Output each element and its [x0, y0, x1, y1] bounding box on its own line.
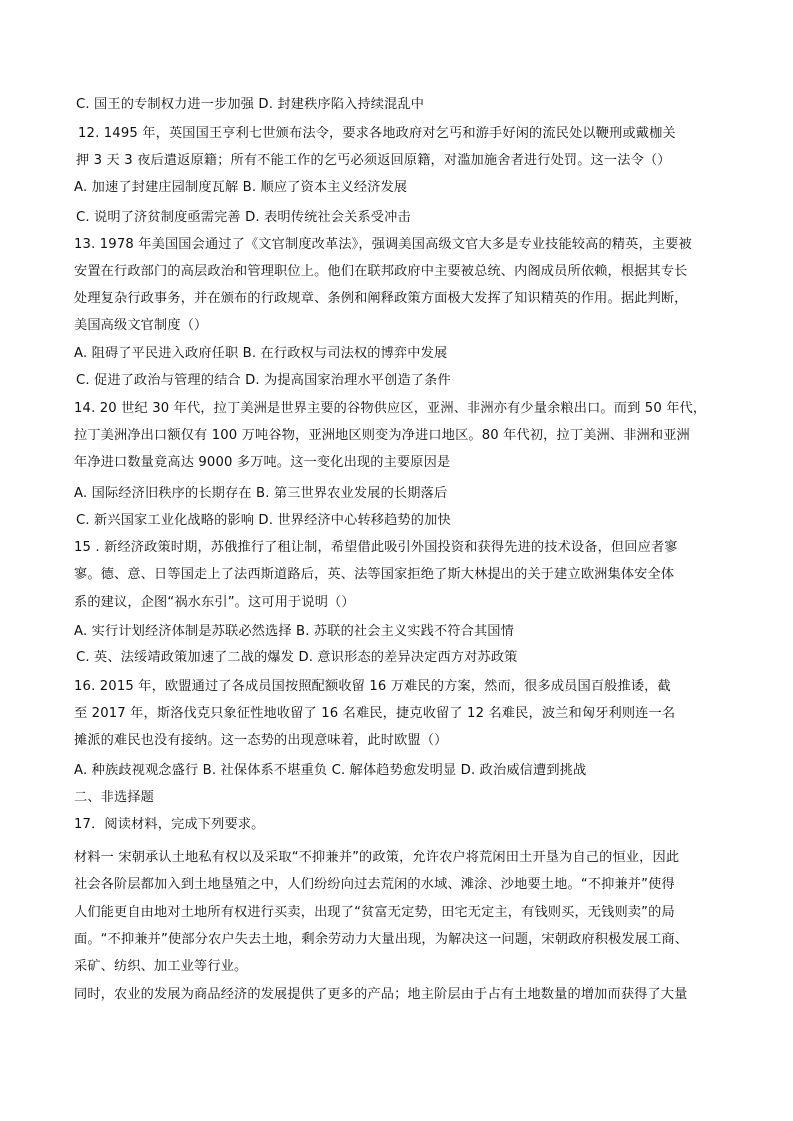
material-text: 同时，农业的发展为商品经济的发展提供了更多的产品；地主阶层由于占有土地数量的增加而获得了大量: [74, 987, 688, 1002]
question-16-text: 摊派的难民也没有接纳。这一态势的出现意味着，此时欧盟（）: [74, 733, 448, 748]
question-17-prompt: 17．阅读材料，完成下列要求。: [74, 817, 265, 832]
question-15-text: 寥。德、意、日等国走上了法西斯道路后，英、法等国家拒绝了斯大林提出的关于建立欧洲集体安全体: [74, 567, 675, 582]
question-14-text: 14. 20 世纪 30 年代，拉丁美洲是世界主要的谷物供应区，亚洲、非洲亦有少量余粮出口。而到 50 年代，: [74, 401, 707, 416]
question-13-text: 安置在行政部门的高层政治和管理职位上。他们在联邦政府中主要被总统、内阁成员所依赖，根据其专长: [74, 264, 688, 279]
material-text: 人们能更自由地对土地所有权进行买卖，出现了“贫富无定势，田宅无定主，有钱则买，无钱则卖”的局: [74, 905, 675, 920]
option-line-a-b: A. 加速了封建庄园制度瓦解 B. 顺应了资本主义经济发展: [74, 180, 408, 195]
material-text: 材料一 宋朝承认土地私有权以及采取“不抑兼并”的政策，允许农户将荒闲田土开垦为自己的恒业，因此: [74, 850, 680, 865]
question-13-text: 美国高级文官制度（）: [74, 318, 208, 333]
question-13-text: 处理复杂行政事务，并在颁布的行政规章、条例和阐释政策方面极大发挥了知识精英的作用。据此判断，: [74, 291, 688, 306]
material-text: 采矿、纺织、加工业等行业。: [74, 959, 248, 974]
question-12-text: 押 3 天 3 夜后遣返原籍；所有不能工作的乞丐必须返回原籍，对滥加施舍者进行处罚。这一法令（）: [76, 153, 671, 168]
option-line-a-b: A. 国际经济旧秩序的长期存在 B. 第三世界农业发展的长期落后: [74, 486, 448, 501]
material-text: 社会各阶层都加入到土地垦殖之中，人们纷纷向过去荒闲的水域、滩涂、沙地要土地。“不抑兼并”使得: [74, 877, 675, 892]
section-heading: 二、非选择题: [74, 790, 155, 805]
question-16-text: 16. 2015 年，欧盟通过了各成员国按照配额收留 16 万难民的方案，然而，很多成员国百般推诿，截: [74, 679, 671, 694]
option-line-c-d: C. 说明了济贫制度亟需完善 D. 表明传统社会关系受冲击: [76, 210, 411, 225]
material-text: 面。“不抑兼并”使部分农户失去土地，剩余劳动力大量出现，为解决这一问题，宋朝政府积极发展工商、: [74, 932, 689, 947]
option-line-a-d: A. 种族歧视观念盛行 B. 社保体系不堪重负 C. 解体趋势愈发明显 D. 政治威信遭到挑战: [74, 763, 587, 778]
option-line-a-b: A. 阻碍了平民进入政府任职 B. 在行政权与司法权的博弈中发展: [74, 346, 448, 361]
option-line-c-d: C. 国王的专制权力进一步加强 D. 封建秩序陷入持续混乱中: [76, 97, 425, 112]
question-14-text: 拉丁美洲净出口额仅有 100 万吨谷物，亚洲地区则变为净进口地区。80 年代初，拉丁美洲、非洲和亚洲: [74, 428, 690, 443]
option-line-c-d: C. 新兴国家工业化战略的影响 D. 世界经济中心转移趋势的加快: [76, 513, 451, 528]
question-15-text: 15 . 新经济政策时期，苏俄推行了租让制，希望借此吸引外国投资和获得先进的技术设备，但回应者寥: [74, 540, 678, 555]
option-line-c-d: C. 英、法绥靖政策加速了二战的爆发 D. 意识形态的差异决定西方对苏政策: [76, 650, 518, 665]
option-line-a-b: A. 实行计划经济体制是苏联必然选择 B. 苏联的社会主义实践不符合其国情: [74, 624, 514, 639]
question-15-text: 系的建议，企图“祸水东引”。这可用于说明（）: [74, 595, 355, 610]
question-13-text: 13. 1978 年美国国会通过了《文官制度改革法》，强调美国高级文官大多是专业技能较高的精英，主要被: [74, 237, 692, 252]
question-14-text: 年净进口数量竟高达 9000 多万吨。这一变化出现的主要原因是: [74, 455, 451, 470]
question-12-text: 12. 1495 年，英国国王亨利七世颁布法令，要求各地政府对乞丐和游手好闲的流民处以鞭刑或戴枷关: [78, 126, 676, 141]
option-line-c-d: C. 促进了政治与管理的结合 D. 为提高国家治理水平创造了条件: [76, 373, 451, 388]
question-16-text: 至 2017 年，斯洛伐克只象征性地收留了 16 名难民，捷克收留了 12 名难民，波兰和匈牙利则连一名: [74, 706, 676, 721]
